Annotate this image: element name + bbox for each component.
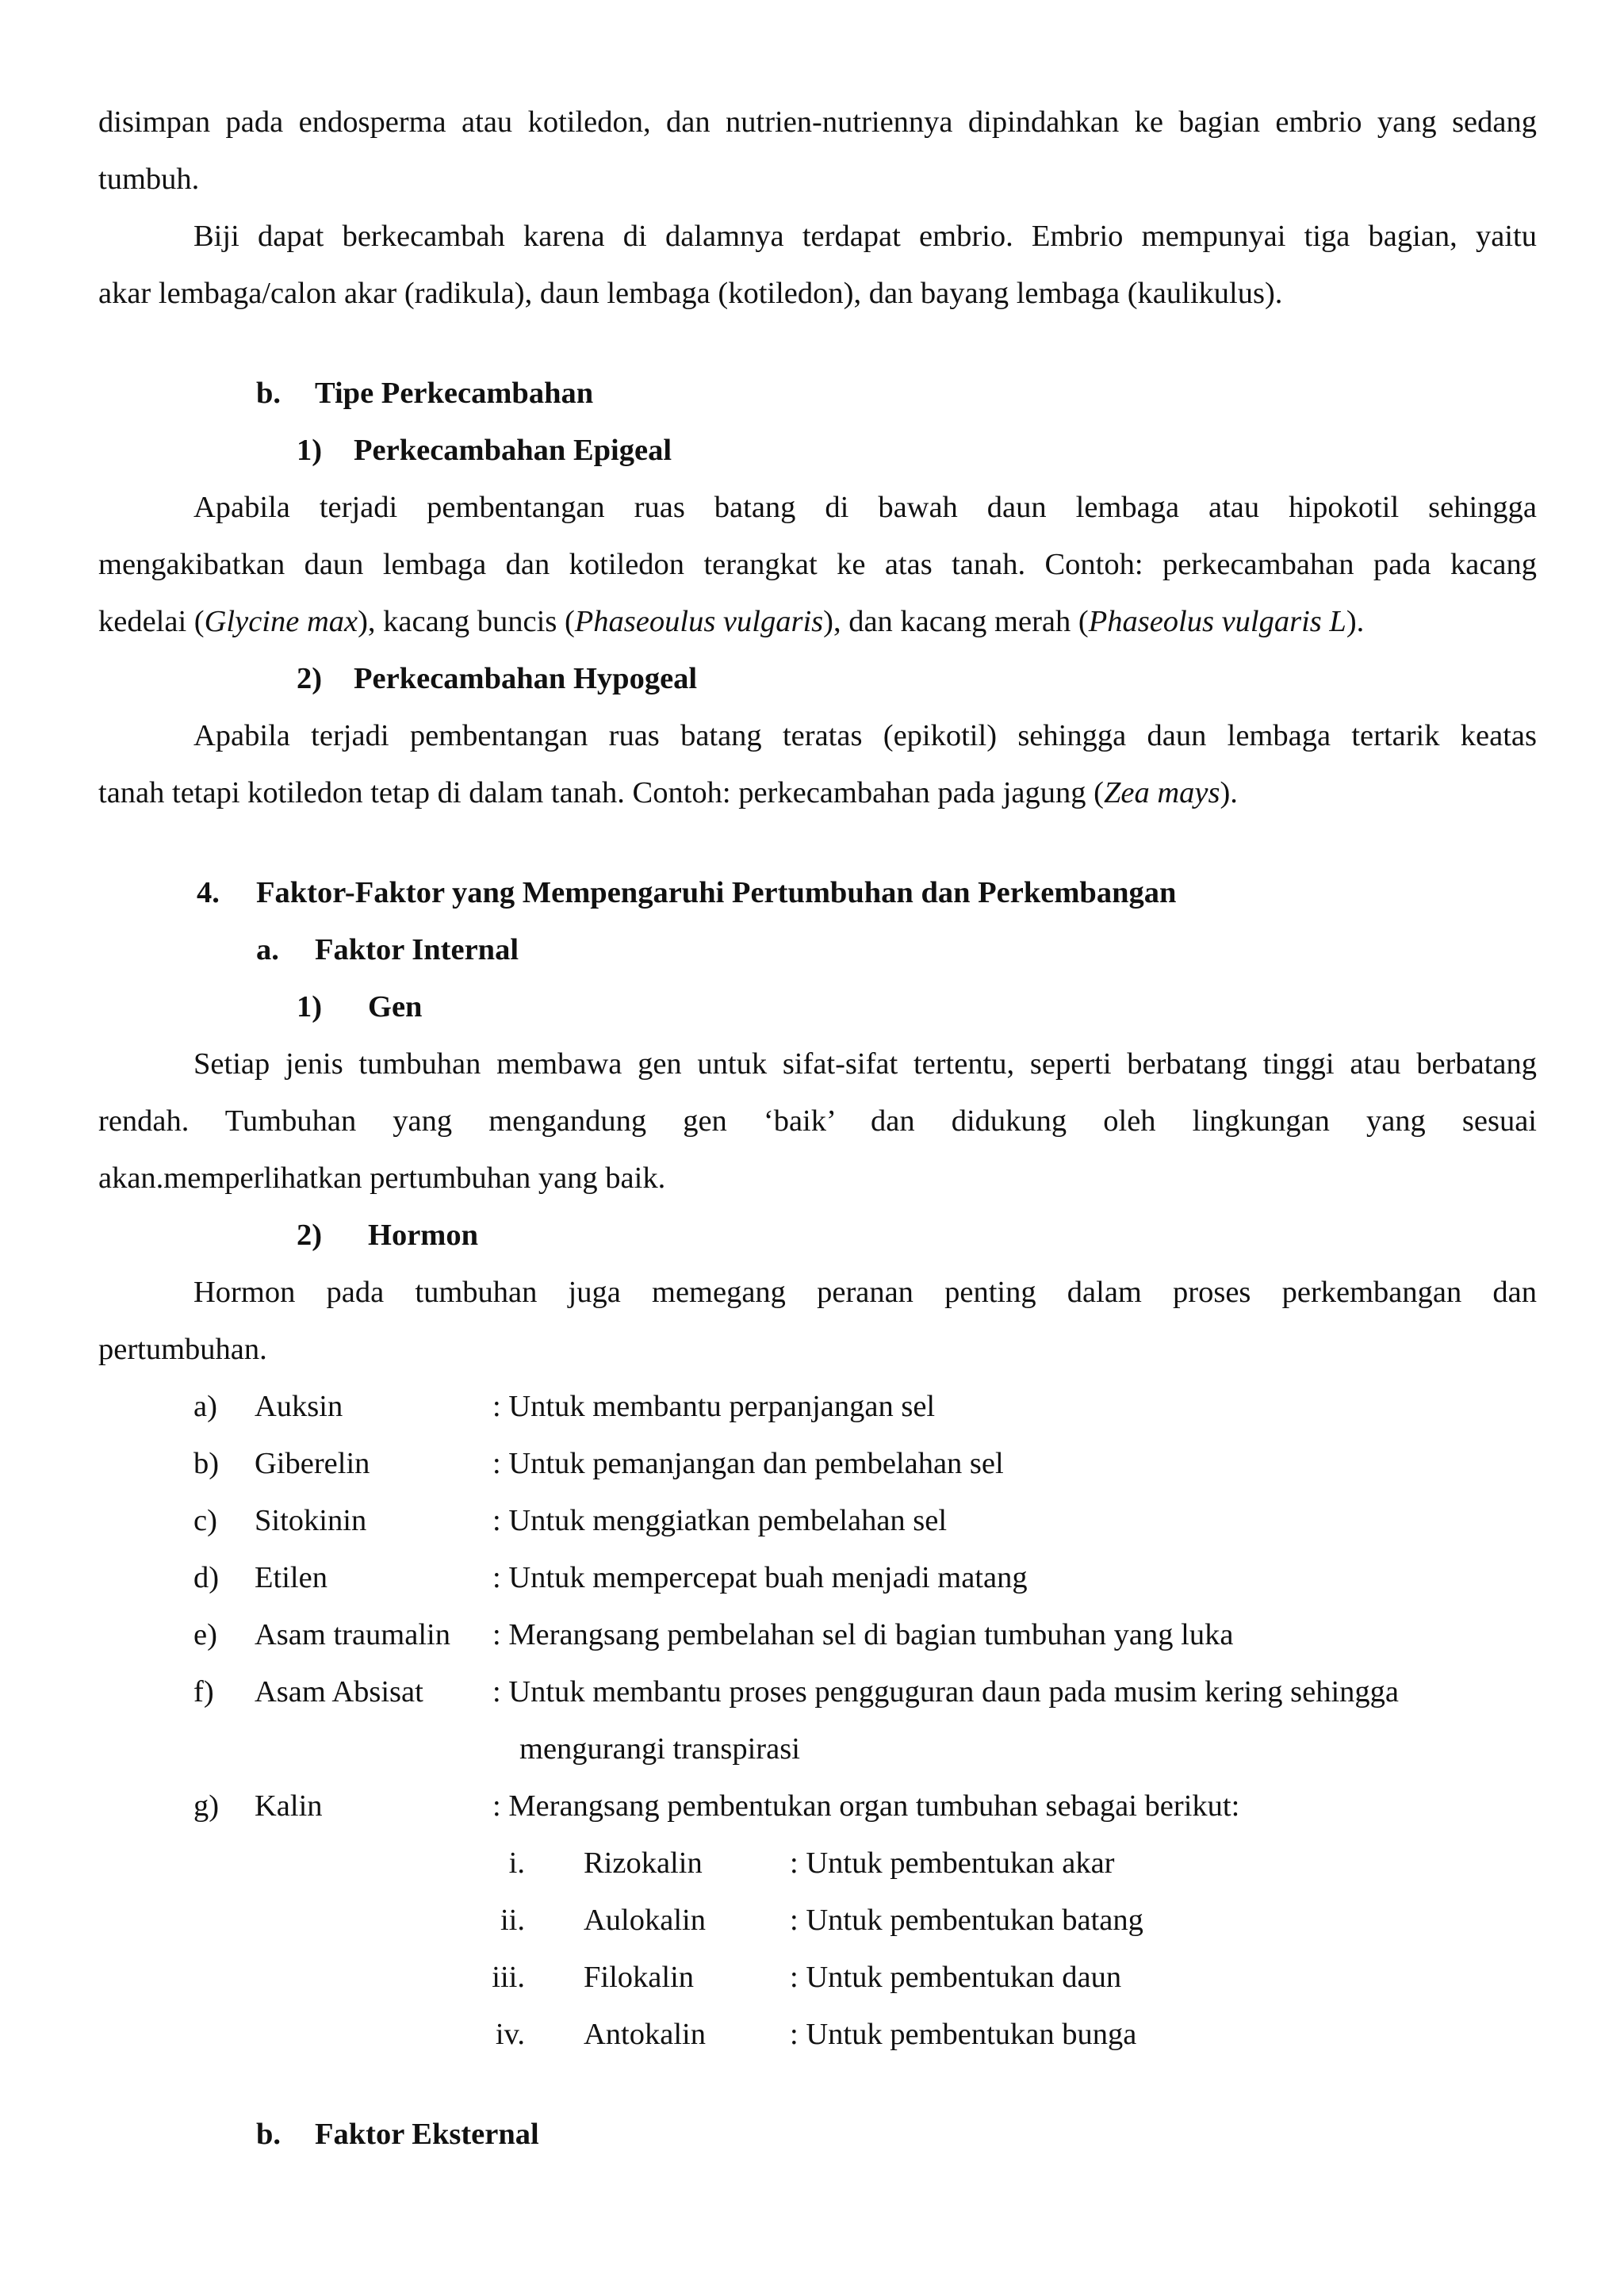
heading-title: Perkecambahan Hypogeal bbox=[354, 662, 698, 695]
list-item bbox=[98, 1492, 1537, 1549]
subheading-hypogeal bbox=[98, 650, 1537, 707]
text-run: ). bbox=[1346, 605, 1365, 638]
heading-number: 2) bbox=[297, 662, 323, 695]
paragraph-line: Apabila terjadi pembentangan ruas batang teratas (epikotil) sehingga daun lembaga tertarik keatas bbox=[193, 719, 1537, 752]
section-heading-tipe bbox=[98, 365, 1537, 422]
item-description: : Untuk pemanjangan dan pembelahan sel bbox=[492, 1447, 1004, 1480]
paragraph-line: Hormon pada tumbuhan juga memegang peranan penting dalam proses perkembangan dan bbox=[193, 1276, 1537, 1309]
paragraph-line: Biji dapat berkecambah karena di dalamnya terdapat embrio. Embrio mempunyai tiga bagian, yaitu bbox=[193, 220, 1537, 253]
paragraph-line: pertumbuhan. bbox=[98, 1333, 267, 1366]
item-name: Etilen bbox=[255, 1561, 327, 1594]
item-label: e) bbox=[193, 1618, 217, 1651]
species-name: Glycine max bbox=[204, 605, 358, 638]
item-description: : Untuk membantu perpanjangan sel bbox=[492, 1390, 936, 1423]
paragraph-line: akan.memperlihatkan pertumbuhan yang baik. bbox=[98, 1161, 666, 1195]
paragraph-line: Apabila terjadi pembentangan ruas batang di bawah daun lembaga atau hipokotil sehingga bbox=[193, 491, 1537, 524]
item-name: Antokalin bbox=[584, 2018, 706, 2051]
item-name: Kalin bbox=[255, 1789, 323, 1823]
item-name: Aulokalin bbox=[584, 1904, 706, 1937]
item-description: : Untuk pembentukan daun bbox=[790, 1961, 1122, 1994]
sublist-item bbox=[98, 1835, 1537, 1892]
item-description: : Untuk pembentukan akar bbox=[790, 1846, 1115, 1880]
heading-title: Faktor-Faktor yang Mempengaruhi Pertumbuhan dan Perkembangan bbox=[256, 876, 1177, 909]
paragraph-line: akar lembaga/calon akar (radikula), daun lembaga (kotiledon), dan bayang lembaga (kaulikulus). bbox=[98, 277, 1283, 310]
item-description: : Untuk pembentukan bunga bbox=[790, 2018, 1137, 2051]
heading-number: 2) bbox=[297, 1219, 323, 1252]
item-description: : Merangsang pembelahan sel di bagian tumbuhan yang luka bbox=[492, 1618, 1234, 1651]
roman-numeral: iii. bbox=[492, 1961, 525, 1994]
list-item bbox=[98, 1435, 1537, 1492]
heading-title: Hormon bbox=[368, 1219, 479, 1252]
subheading-eksternal bbox=[98, 2106, 1537, 2163]
paragraph-line: rendah. Tumbuhan yang mengandung gen ‘baik’ dan didukung oleh lingkungan yang sesuai bbox=[98, 1104, 1537, 1138]
list-item bbox=[98, 1777, 1537, 1835]
item-name: Sitokinin bbox=[255, 1504, 367, 1537]
item-label: b) bbox=[193, 1447, 220, 1480]
heading-title: Tipe Perkecambahan bbox=[315, 377, 594, 410]
heading-number: 1) bbox=[297, 434, 323, 467]
section-heading-faktor bbox=[98, 864, 1537, 921]
paragraph-line: tumbuh. bbox=[98, 163, 200, 196]
paragraph-line bbox=[98, 764, 1537, 821]
sublist-item bbox=[98, 1949, 1537, 2006]
item-label: a) bbox=[193, 1390, 217, 1423]
heading-title: Faktor Eksternal bbox=[315, 2118, 539, 2151]
list-item bbox=[98, 1663, 1537, 1720]
heading-number: 4. bbox=[197, 876, 220, 909]
list-item bbox=[98, 1606, 1537, 1663]
item-name: Asam traumalin bbox=[255, 1618, 450, 1651]
text-run: ), kacang buncis ( bbox=[358, 605, 575, 638]
text-run: kedelai ( bbox=[98, 605, 205, 638]
item-name: Asam Absisat bbox=[255, 1675, 423, 1709]
heading-number: b. bbox=[256, 377, 282, 410]
item-description: : Untuk membantu proses pengguguran daun pada musim kering sehingga bbox=[492, 1675, 1400, 1709]
subheading-gen bbox=[98, 978, 1537, 1035]
document-page bbox=[98, 94, 1537, 2163]
item-label: d) bbox=[193, 1561, 220, 1594]
item-description: : Merangsang pembentukan organ tumbuhan sebagai berikut: bbox=[492, 1789, 1240, 1823]
item-label: g) bbox=[193, 1789, 220, 1823]
subheading-hormon bbox=[98, 1207, 1537, 1264]
paragraph-line: disimpan pada endosperma atau kotiledon, dan nutrien-nutriennya dipindahkan ke bagian embrio yang sedang bbox=[98, 105, 1537, 139]
subheading-epigeal bbox=[98, 422, 1537, 479]
sublist-item bbox=[98, 2006, 1537, 2063]
item-name: Auksin bbox=[255, 1390, 343, 1423]
heading-title: Gen bbox=[368, 990, 423, 1024]
list-item bbox=[98, 1549, 1537, 1606]
paragraph-line: Setiap jenis tumbuhan membawa gen untuk sifat-sifat tertentu, seperti berbatang tinggi atau berbatang bbox=[193, 1047, 1537, 1081]
item-name: Giberelin bbox=[255, 1447, 370, 1480]
roman-numeral: iv. bbox=[495, 2018, 525, 2051]
species-name: Zea mays bbox=[1103, 776, 1220, 809]
roman-numeral: ii. bbox=[500, 1904, 525, 1937]
text-run: tanah tetapi kotiledon tetap di dalam tanah. Contoh: perkecambahan pada jagung ( bbox=[98, 776, 1104, 809]
roman-numeral: i. bbox=[508, 1846, 525, 1880]
text-run: ). bbox=[1220, 776, 1238, 809]
list-item-continuation bbox=[98, 1720, 1537, 1777]
heading-title: Perkecambahan Epigeal bbox=[354, 434, 672, 467]
paragraph-line bbox=[98, 593, 1537, 650]
item-description: : Untuk pembentukan batang bbox=[790, 1904, 1143, 1937]
species-name: Phaseolus vulgaris L bbox=[1088, 605, 1346, 638]
item-name: Rizokalin bbox=[584, 1846, 703, 1880]
heading-number: b. bbox=[256, 2118, 282, 2151]
item-label: f) bbox=[193, 1675, 214, 1709]
paragraph-line: mengakibatkan daun lembaga dan kotiledon terangkat ke atas tanah. Contoh: perkecambahan pada kacang bbox=[98, 548, 1537, 581]
item-description: : Untuk mempercepat buah menjadi matang bbox=[492, 1561, 1028, 1594]
sublist-item bbox=[98, 1892, 1537, 1949]
item-description-continued: mengurangi transpirasi bbox=[519, 1732, 800, 1766]
list-item bbox=[98, 1378, 1537, 1435]
item-description: : Untuk menggiatkan pembelahan sel bbox=[492, 1504, 948, 1537]
item-name: Filokalin bbox=[584, 1961, 695, 1994]
species-name: Phaseoulus vulgaris bbox=[574, 605, 824, 638]
heading-number: 1) bbox=[297, 990, 323, 1024]
heading-number: a. bbox=[256, 933, 279, 966]
item-label: c) bbox=[193, 1504, 217, 1537]
heading-title: Faktor Internal bbox=[315, 933, 519, 966]
subheading-internal bbox=[98, 921, 1537, 978]
text-run: ), dan kacang merah ( bbox=[823, 605, 1089, 638]
